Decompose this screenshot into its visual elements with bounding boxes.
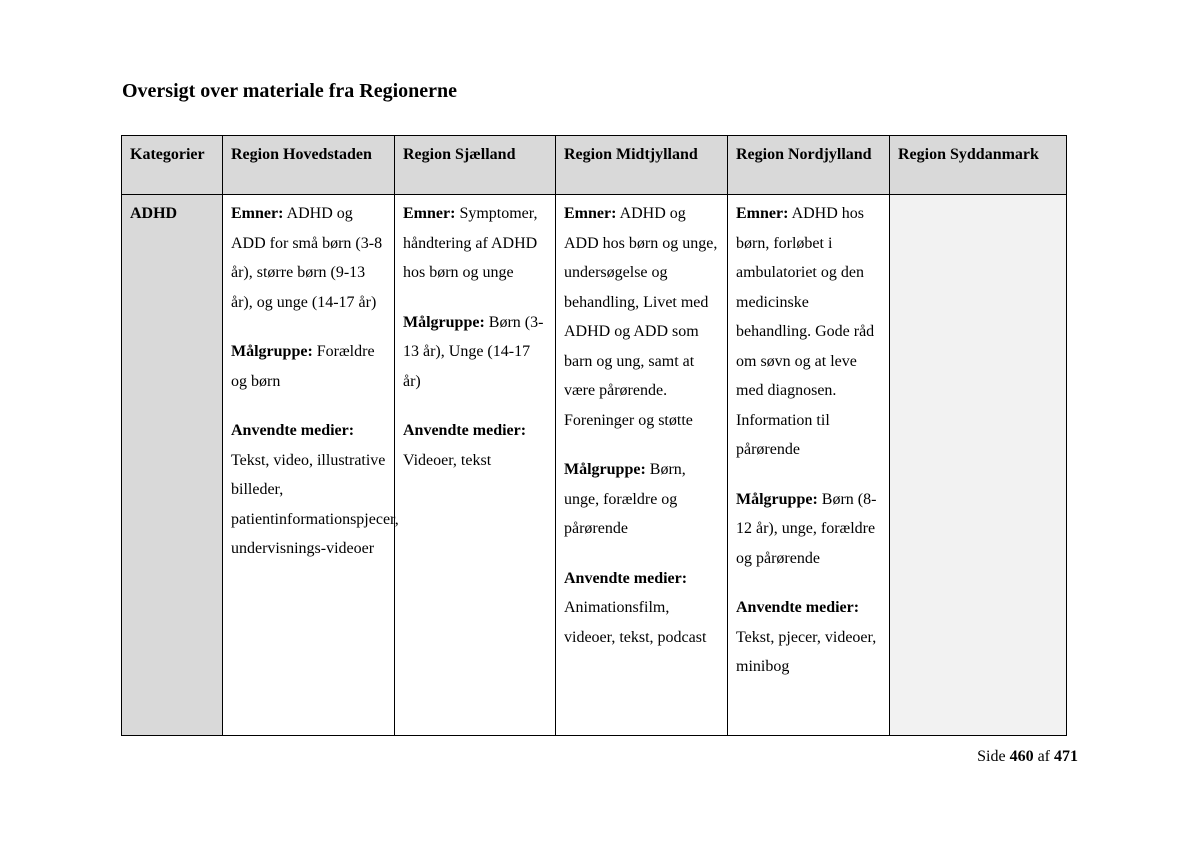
target-text: Børn (3-13 år), Unge (14-17 år): [403, 313, 544, 390]
target-block: [231, 337, 386, 396]
topics-text: ADHD og ADD for små børn (3-8 år), større børn (9-13 år), og unge (14-17 år): [231, 205, 383, 311]
media-label: Anvendte medier:: [564, 569, 688, 587]
topics-label: Emner:: [403, 205, 456, 222]
media-label: Anvendte medier:: [736, 599, 860, 616]
media-block: [736, 593, 881, 682]
media-block: [564, 564, 719, 653]
cell-syddanmark: [890, 195, 1067, 736]
topics-label: Emner:: [564, 205, 617, 222]
header-hovedstaden: Region Hovedstaden: [223, 136, 395, 195]
header-sjaelland: Region Sjælland: [395, 136, 556, 195]
total-pages: 471: [1054, 748, 1078, 765]
target-label: Målgruppe:: [736, 490, 818, 508]
target-text: Børn (8-12 år), unge, forældre og pårørende: [736, 490, 877, 567]
media-label: Anvendte medier:: [403, 422, 527, 439]
current-page: 460: [1009, 748, 1034, 765]
table-header-row: [122, 136, 1067, 195]
target-label: Målgruppe:: [231, 343, 313, 360]
table-row: [122, 195, 1067, 736]
topics-block: [564, 199, 719, 435]
media-text: Tekst, pjecer, videoer, minibog: [736, 628, 877, 675]
header-nordjylland: Region Nordjylland: [728, 136, 890, 195]
page-separator: af: [1037, 748, 1050, 765]
page-prefix: Side: [977, 748, 1006, 765]
media-block: [403, 416, 547, 475]
media-text: Tekst, video, illustrative billeder, patientinformationspjecer, undervisnings-videoer: [231, 451, 399, 557]
media-label: Anvendte medier:: [231, 422, 355, 439]
topics-label: Emner:: [736, 205, 789, 222]
page-title: Oversigt over materiale fra Regionerne: [122, 80, 458, 102]
target-text: Forældre og børn: [231, 343, 375, 390]
topics-block: [231, 199, 386, 317]
cell-midtjylland: [556, 195, 728, 736]
media-text: Animationsfilm, videoer, tekst, podcast: [564, 599, 707, 646]
cell-sjaelland: [395, 195, 556, 736]
regions-table: [121, 135, 1067, 736]
topics-text: ADHD hos børn, forløbet i ambulatoriet og den medicinske behandling. Gode råd om søvn og at leve med diagnosen. Information til pårørende: [736, 205, 875, 458]
topics-block: [403, 199, 547, 288]
header-kategorier: Kategorier: [122, 136, 223, 195]
header-midtjylland: Region Midtjylland: [556, 136, 728, 195]
cell-nordjylland: [728, 195, 890, 736]
cell-hovedstaden: [223, 195, 399, 736]
topics-text: ADHD og ADD hos børn og unge, undersøgelse og behandling, Livet med ADHD og ADD som barn og ung, samt at være pårørende. Foreninger og støtte: [564, 205, 718, 429]
media-text: Videoer, tekst: [403, 451, 492, 469]
category-cell: ADHD: [122, 195, 223, 736]
topics-block: [736, 199, 881, 465]
target-text: Børn, unge, forældre og pårørende: [564, 461, 686, 537]
target-block: [736, 485, 881, 574]
topics-text: Symptomer, håndtering af ADHD hos børn og unge: [403, 205, 538, 281]
header-syddanmark: Region Syddanmark: [890, 136, 1067, 195]
media-block: [231, 416, 399, 564]
page-number: [977, 748, 1078, 766]
target-label: Målgruppe:: [403, 313, 485, 331]
topics-label: Emner:: [231, 205, 284, 222]
target-block: [564, 455, 719, 544]
target-label: Målgruppe:: [564, 461, 646, 478]
target-block: [403, 308, 547, 397]
